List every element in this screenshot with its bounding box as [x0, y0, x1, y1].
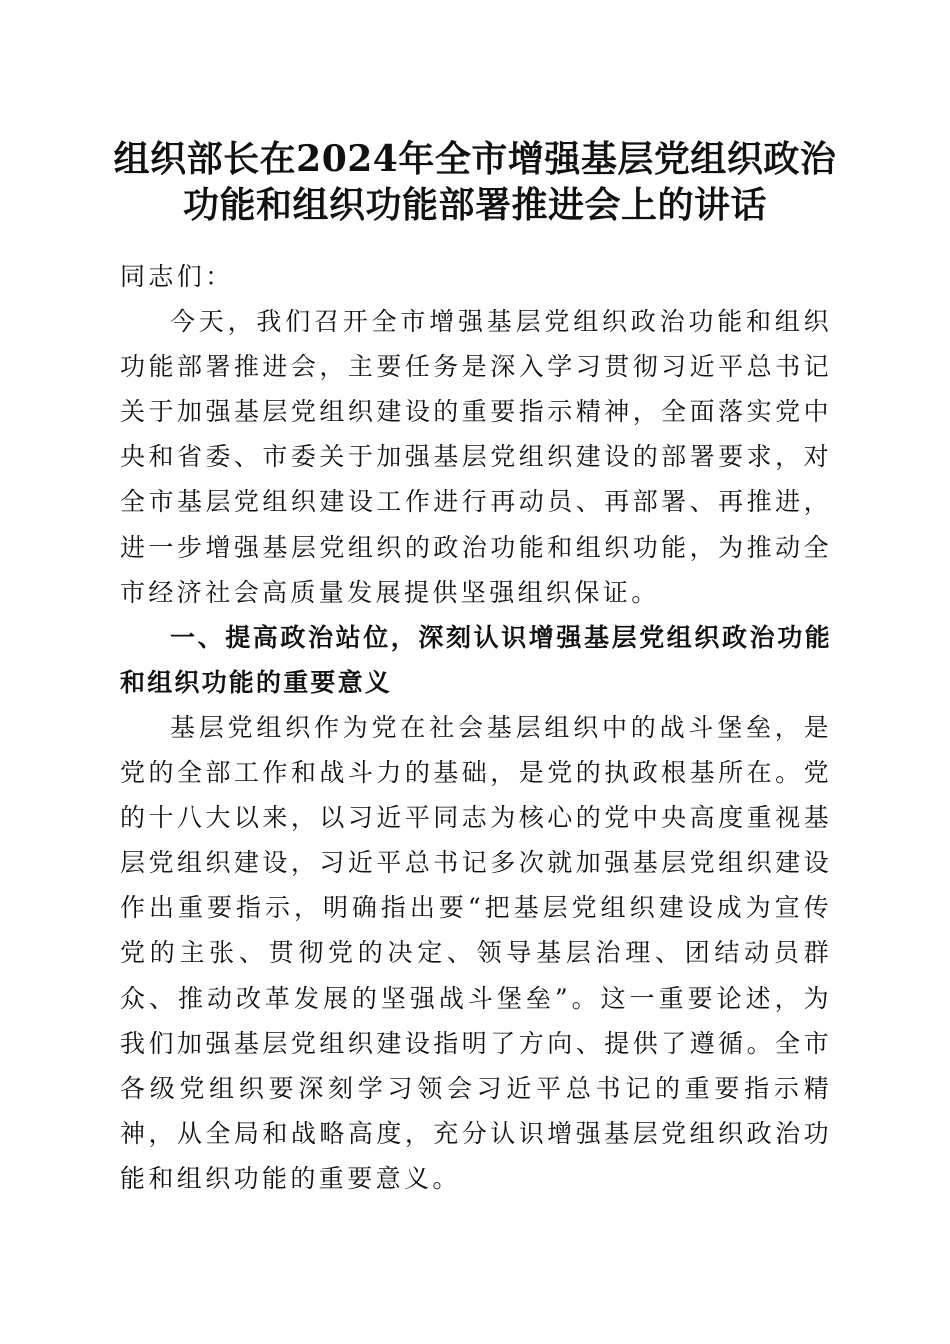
title-line-1: 组织部长在2024年全市增强基层党组织政治 [113, 138, 837, 180]
salutation: 同志们： [120, 262, 234, 291]
document-body [120, 254, 832, 1201]
section-heading: 一、提高政治站位，深刻认识增强基层党组织政治功能和组织功能的重要意义 [120, 622, 832, 697]
intro-paragraph: 今天，我们召开全市增强基层党组织政治功能和组织功能部署推进会，主要任务是深入学习贯彻习近平总书记关于加强基层党组织建设的重要指示精神，全面落实党中央和省委、市委关于加强基层党组织建设的部署要求，对全市基层党组织建设工作进行再动员、再部署、再推进，进一步增强基层党组织的政治功能和组织功能，为推动全市经济社会高质量发展提供坚强组织保证。 [120, 307, 832, 607]
document-title [95, 136, 855, 228]
title-line-2: 功能和组织功能部署推进会上的讲话 [182, 184, 767, 226]
body-paragraph: 基层党组织作为党在社会基层组织中的战斗堡垒，是党的全部工作和战斗力的基础，是党的执政根基所在。党的十八大以来，以习近平同志为核心的党中央高度重视基层党组织建设，习近平总书记多次就加强基层党组织建设作出重要指示，明确指出要“把基层党组织建设成为宣传党的主张、贯彻党的决定、领导基层治理、团结动员群众、推动改革发展的坚强战斗堡垒”。这一重要论述，为我们加强基层党组织建设指明了方向、提供了遵循。全市各级党组织要深刻学习领会习近平总书记的重要指示精神，从全局和战略高度，充分认识增强基层党组织政治功能和组织功能的重要意义。 [120, 712, 832, 1193]
